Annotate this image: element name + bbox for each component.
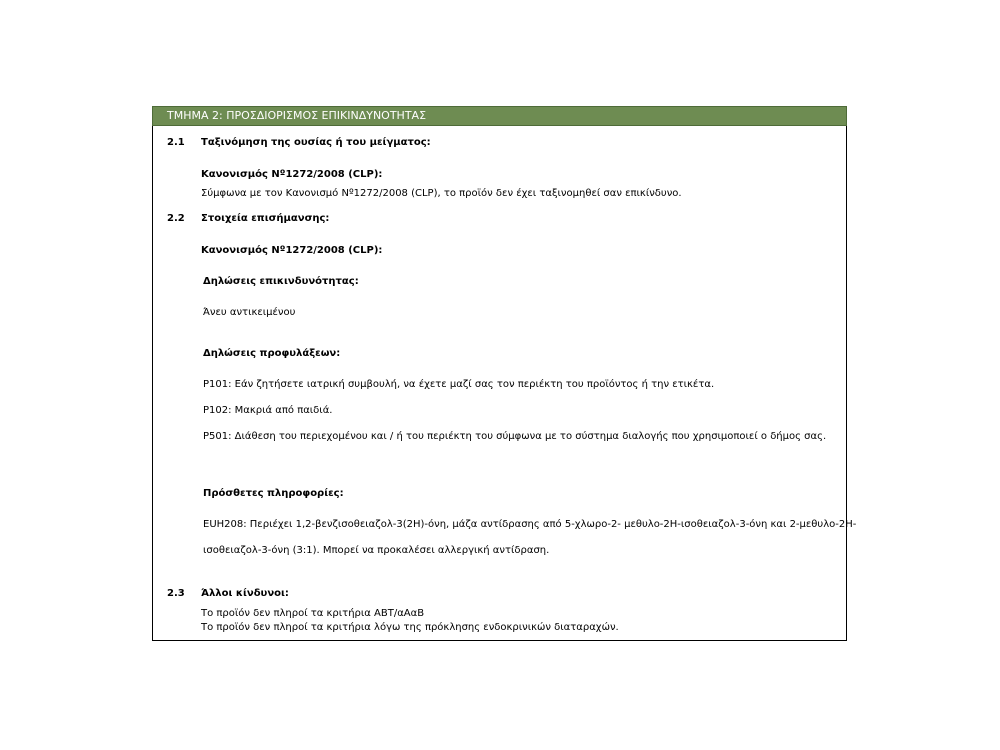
precautionary-statements-heading: Δηλώσεις προφυλάξεων: [203,348,341,359]
precaution-p102: P102: Μακριά από παιδιά. [203,405,333,416]
other-hazards-line-1: Το προϊόν δεν πληροί τα κριτήρια ΑΒΤ/αΑαΒ [201,608,425,619]
additional-info-line-2: ισοθειαζολ-3-όνη (3:1). Μπορεί να προκαλέσει αλλεργική αντίδραση. [203,545,550,556]
hazard-statements-text: Άνευ αντικειμένου [203,307,296,318]
section-2-2-title: Στοιχεία επισήμανσης: [201,213,330,224]
additional-info-line-1: EUH208: Περιέχει 1,2-βενζισοθειαζολ-3(2H)-όνη, μάζα αντίδρασης από 5-χλωρο-2- μεθυλο-2H-ισοθειαζολ-3-όνη και 2-μεθυλο-2H- [203,519,857,530]
precaution-p101: P101: Εάν ζητήσετε ιατρική συμβουλή, να έχετε μαζί σας τον περιέκτη του προϊόντος ή την ετικέτα. [203,379,715,390]
section-2-3-number: 2.3 [167,588,185,599]
additional-info-heading: Πρόσθετες πληροφορίες: [203,488,344,499]
section-2-3-title: Άλλοι κίνδυνοι: [201,588,289,599]
section-2-1-regulation: Κανονισμός Nº1272/2008 (CLP): [201,169,383,180]
precaution-p501: P501: Διάθεση του περιεχομένου και / ή του περιέκτη του σύμφωνα με το σύστημα διαλογής που χρησιμοποιεί ο δήμος σας. [203,431,827,442]
hazard-statements-heading: Δηλώσεις επικινδυνότητας: [203,276,359,287]
section-header: ΤΜΗΜΑ 2: ΠΡΟΣΔΙΟΡΙΣΜΟΣ ΕΠΙΚΙΝΔΥΝΟΤΗΤΑΣ [152,106,847,126]
section-2-1-title: Ταξινόμηση της ουσίας ή του μείγματος: [201,137,431,148]
section-2-2-number: 2.2 [167,213,185,224]
section-2-2-regulation: Κανονισμός Nº1272/2008 (CLP): [201,245,383,256]
other-hazards-line-2: Το προϊόν δεν πληροί τα κριτήρια λόγω της πρόκλησης ενδοκρινικών διαταραχών. [201,622,619,633]
section-2-1-text: Σύμφωνα με τον Κανονισμό Nº1272/2008 (CLP), το προϊόν δεν έχει ταξινομηθεί σαν επικίνδυνο. [201,188,682,199]
section-2-1-number: 2.1 [167,137,185,148]
